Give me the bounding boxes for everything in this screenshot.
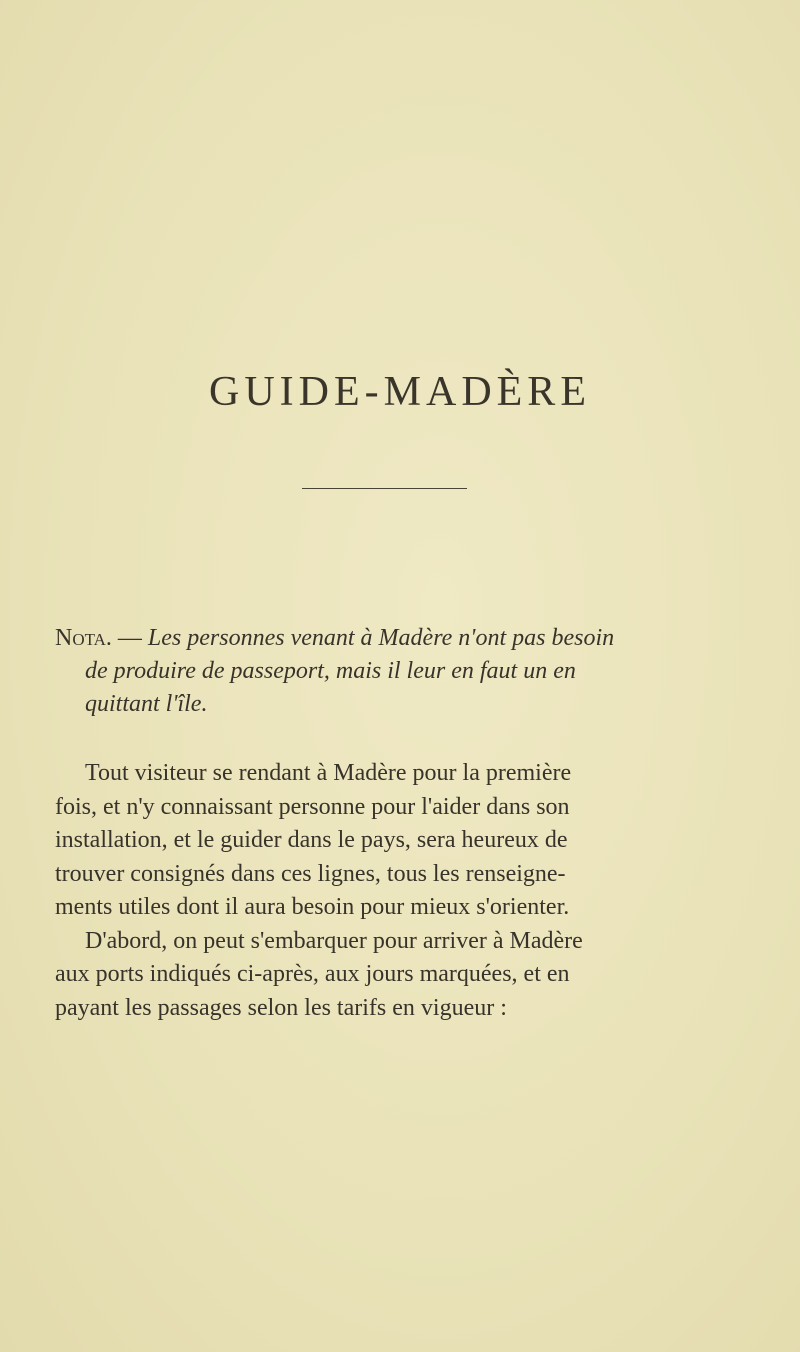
title-divider — [302, 488, 467, 489]
page-title: GUIDE-MADÈRE — [209, 369, 591, 415]
paragraph-line: D'abord, on peut s'embarquer pour arriver à Madère — [85, 927, 583, 954]
nota-label: Nota. — [55, 625, 112, 651]
nota-text-line-2: de produire de passeport, mais il leur en faut un en — [85, 658, 576, 684]
nota-text-line-3: quittant l'île. — [85, 691, 208, 717]
paragraph-line: trouver consignés dans ces lignes, tous les renseigne- — [55, 860, 566, 887]
paragraph-line: installation, et le guider dans le pays, sera heureux de — [55, 827, 568, 853]
intro-paragraph — [55, 757, 745, 1025]
paragraph-line: ments utiles dont il aura besoin pour mieux s'orienter. — [55, 894, 570, 920]
paragraph-line: aux ports indiqués ci-après, aux jours marquées, et en — [55, 961, 570, 987]
nota-text-line-1: Les personnes venant à Madère n'ont pas besoin — [147, 625, 615, 651]
paragraph-line: fois, et n'y connaissant personne pour l'aider dans son — [55, 793, 570, 820]
paragraph-line: Tout visiteur se rendant à Madère pour la première — [85, 760, 572, 786]
paragraph-line: payant les passages selon les tarifs en vigueur : — [55, 994, 507, 1021]
nota-dash: — — [111, 625, 148, 651]
nota-block — [55, 622, 745, 721]
